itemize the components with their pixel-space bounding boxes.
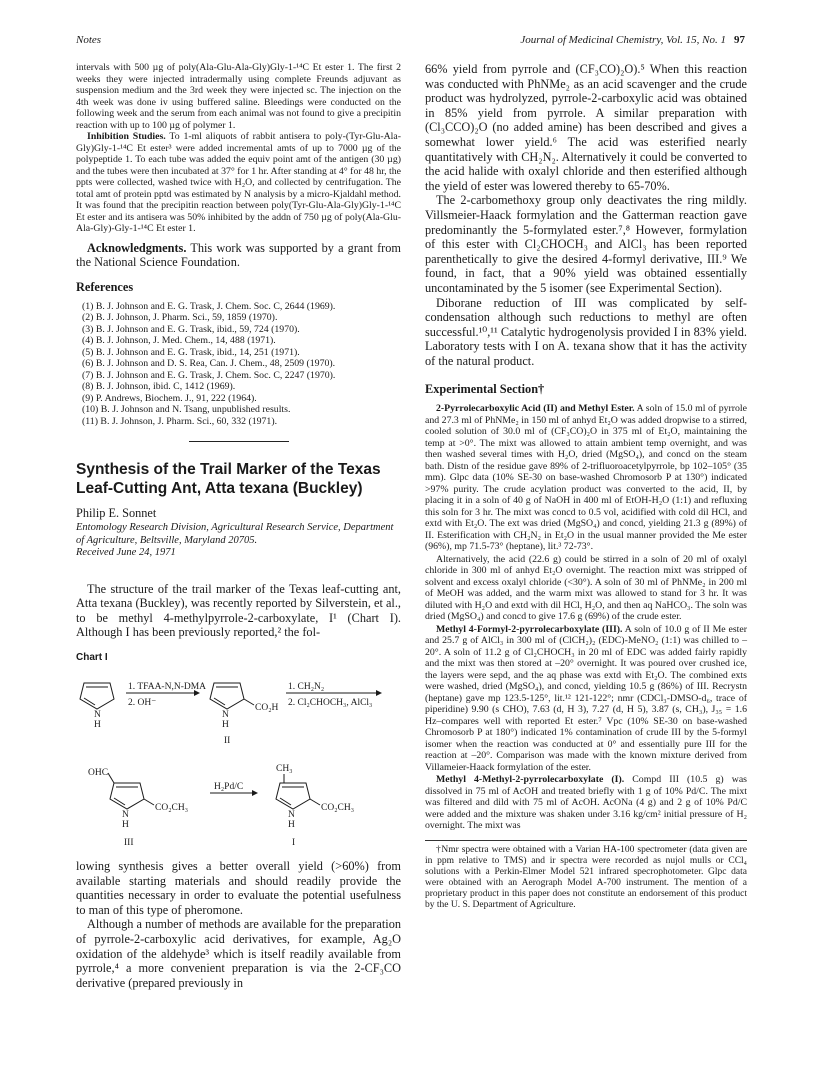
reference-item: (10) B. J. Johnson and N. Tsang, unpublished results. (82, 404, 291, 416)
procedure-paragraph (425, 403, 747, 553)
author-name: Philip E. Sonnet (76, 506, 157, 521)
author-affiliation: Entomology Research Division, Agricultural Research Service, Department of Agriculture, Beltsville, Maryland 20705. (76, 522, 394, 546)
continuation-paragraph: 66% yield from pyrrole and (CF₃CO)₂O).⁵ When this reaction was conducted with PhNMe₂ as an acid scavenger and the crude product was hydrolyzed, pyrrole-2-carboxylic acid was obtained in 85% yield from pyrrole. A similar preparation with (Cl₃CCO)₂O (no added amine) has been described and gives a somewhat lower yield.⁶ The acid was esterified nearly quantitatively with CH₂N₂. Alternatively it could be converted to the acid halide with oxalyl chloride and then esterified although the yield of ester was lowered thereby to 65-70%. (425, 62, 747, 193)
pyrrole-structure (80, 683, 114, 709)
step1-reagent-top: 1. TFAA-N,N-DMA (128, 682, 207, 693)
procedure-text: A soln of 10.0 g of II Me ester and 25.7 g of AlCl₃ in 300 ml of (ClCH₂)₂ (EDC)-MeNO₂ (1:1) was chilled to –20°. A soln of 11.2 g of Cl₂CHOCH₃ in 20 ml of EDC was added fairly rapidly and the mixt was then stored at –20° overnight. It was poured over crushed ice, the layers were sepd, and the aq phase was extd with Et₂O. The combined exts were washed, dried (MgSO₄), and concd, yielding 10.5 g (86%) of III. Recrystn (heptane) gave mp 123.5-125°, lit.¹² 121-122°; nmr (CDCl₃-DMSO-d₆, trace of piperidine) 9.90 (s CHO), 7.63 (d, H 3), 7.27 (d, H 5), 3.87 (s, CH₃), J₃₅ = 1.6 Hz–compares well with reported Et ester.⁷ Vpc (10% SE-30 on base-washed Chromosorb P at 180°) indicated 1% contamination of crude III by the 5-formyl isomer when the reaction was conducted at 0° and essentially pure III for the reaction at –20°. Comparison was made with the known mixture derived from Villameier-Haack formylation of the ester. (425, 623, 747, 773)
references-heading: References (76, 279, 134, 294)
step2-reagent-bottom: 2. Cl₂CHOCH₃, AlCl₃ (288, 698, 373, 709)
references-list (76, 301, 401, 428)
procedure-paragraph (425, 774, 747, 832)
reduction-paragraph: Diborane reduction of III was complicated by self-condensation although such reductions to methyl are often successful.¹⁰,¹¹ Catalytic hydrogenolysis provided I in 83% yield. Laboratory tests with I on A. texana show that it has the activity of the natural product. (425, 295, 747, 368)
acknowledgments-paragraph (76, 241, 401, 270)
procedure-paragraph (425, 624, 747, 774)
section-label: Notes (76, 34, 102, 46)
nh-label: N (222, 710, 229, 721)
compound-label-ii: II (224, 736, 231, 747)
intro-paragraph: The structure of the trail marker of the Texas leaf-cutting ant, Atta texana (Buckley), was recently reported by Silverstein, et al., to be methyl 4-methylpyrrole-2-carboxylate, I¹ (Chart I). Although I has been previously reported,² the fol- (76, 581, 401, 640)
nh-label: N (122, 810, 129, 821)
procedure-text: Compd III (10.5 g) was dissolved in 75 ml of AcOH and treated briefly with 1 g of 10% Pd/C. The mixt was filtered and dild with 75 ml of AcOH. AcONa (4 g) and 2 g of 10% Pd/C were added and the mixture was shaken under 3.16 kg/cm² initial pressure of H₂ overnight. The mixt was (425, 774, 747, 832)
procedure-paragraph: Alternatively, the acid (22.6 g) could be stirred in a soln of 20 ml of oxalyl chloride in 300 ml of anhyd Et₂O overnight. The reaction mixt was stripped of solvent and excess oxalyl chloride (<30°). A soln of 30 ml of PhNMe₂ in 200 ml of MeOH was added, and the warm mixt was allowed to stand for 3 hr. It was diluted with H₂O and extd with dil HCl, H₂O, and then aq NaHCO₃. The soln was dried (MgSO₄) and concd to give 17.6 g (69%) of the crude ester. (425, 553, 747, 623)
h-label: H (288, 820, 295, 831)
experimental-heading: Experimental Section† (425, 382, 545, 397)
h-label: H (122, 820, 129, 831)
reference-item: (4) B. J. Johnson, J. Med. Chem., 14, 488 (1971). (82, 335, 276, 347)
section-divider (189, 441, 289, 442)
formylation-paragraph: The 2-carbomethoxy group only deactivates the ring mildly. Villsmeier-Haack formylation and the Gatterman reaction gave predominantly the 5-formylated ester.⁷,⁸ However, formylation of this ester with Cl₂CHOCH₃ and AlCl₃ has been reported parenthetically to give the desired 4-formyl derivative, III.⁹ We found, in fact, that a 90% yield was obtained essentially uncontaminated by the 5 isomer (see Experimental Section). (425, 193, 747, 295)
step1-reagent-bottom: 2. OH⁻ (128, 698, 157, 709)
compound-label-iii: III (124, 838, 134, 849)
methods-paragraph: Although a number of methods are available for the preparation of pyrrole-2-carboxylic acid derivatives, for example, Ag₂O oxidation of the aldehyde³ which is itself readily available from pyrrole,⁴ a more convenient preparation is via the 2-CF₃CO derivative (prepared previously in (76, 917, 401, 990)
reference-item: (9) P. Andrews, Biochem. J., 91, 222 (1964). (82, 392, 257, 404)
journal-citation (520, 34, 745, 46)
procedure-text: A soln of 15.0 ml of pyrrole and 27.3 ml of PhNMe₂ in 150 ml of anhyd Et₂O was added dropwise to a stirred, cooled solution of 30.0 ml of (CF₃CO)₂O in 375 ml of Et₂O, maintaining the temp at >0°. The mixt was allowed to attain ambient temp overnight, and was then washed several times with H₂O, dried (MgSO₄), and concd on the steam bath. Distn of the residue gave 89% of 2-trifluoroacetylpyrrole, bp 102–105° (35 mm). Glpc data (10% SE-30 on base-washed Chromosorb P at 130°) indicated >97% purity. The crude acylation product was converted to the acid, II, by placing it in a soln of 40 g of NaOH in 400 ml of EtOH-H₂O (1:1) and refluxing this soln for 3 hr. The mixt was concd to 0.5 vol, acidified with cold dil HCl, and extd with Et₂O. The ext was dried (MgSO₄) and concd, yielding 21.3 g (89%) of II. Esterification with CH₂N₂ in Et₂O in the usual manner provided the Me ester (96%), mp 71.5-73° (heptane), lit.³ 72-73°. (425, 403, 747, 553)
acknowledgments-text: This work was supported by a grant from the National Science Foundation. (76, 240, 401, 270)
procedure-heading: 2-Pyrrolecarboxylic Acid (II) and Methyl Ester. (436, 403, 635, 415)
nh-label: N (94, 710, 101, 721)
nh-label: N (288, 810, 295, 821)
reference-item: (8) B. J. Johnson, ibid. C, 1412 (1969). (82, 381, 236, 393)
running-header (76, 34, 745, 50)
reference-item: (2) B. J. Johnson, J. Pharm. Sci., 59, 1859 (1970). (82, 312, 278, 324)
received-date: Received June 24, 1971 (76, 547, 176, 559)
reference-item: (3) B. J. Johnson and E. G. Trask, ibid., 59, 724 (1970). (82, 323, 300, 335)
procedure-heading: Methyl 4-Formyl-2-pyrrolecarboxylate (III). (436, 623, 623, 635)
inhibition-heading: Inhibition Studies. (87, 131, 166, 142)
synthesis-paragraph: lowing synthesis gives a better overall yield (>60%) from available starting materials and should readily provide the quantities necessary in order to evaluate the potential usefulness to man of this type of pheromone. (76, 859, 401, 917)
reference-item: (11) B. J. Johnson, J. Pharm. Sci., 60, 332 (1971). (82, 415, 278, 427)
methyl-ester-structure (276, 774, 320, 809)
formyl-ester-structure (108, 773, 154, 809)
ester-label: CO₂CH₃ (155, 803, 189, 814)
reference-item: (1) B. J. Johnson and E. G. Trask, J. Chem. Soc. C, 2644 (1969). (82, 300, 336, 312)
reference-item: (6) B. J. Johnson and D. S. Rea, Can. J. Chem., 48, 2509 (1970). (82, 358, 336, 370)
pyrrole-acid-structure (210, 683, 254, 709)
inhibition-text: To 1-ml aliquots of rabbit antisera to poly-(Tyr-Glu-Ala-Gly)Gly-1-¹⁴C Et ester³ were added incremental amts of up to 7000 µg of the polypeptide 1. To each tube was added the equiv point amt of the antigen (30 µg) and the tubes were then incubated at 37° for 1 hr. After standing at 4° for 48 hr, the ppts were collected, washed twice with H₂O, and collected by centrifugation. The total amt of protein pptd was estimated by N analysis by a micro-Kjaldahl method. It was found that the precipitin reaction between poly(Tyr-Glu-Ala-Gly)Gly-1-¹⁴C Et ester and its antisera was 50% inhibited by the addn of 750 µg of poly(Ala-Glu-Ala-Gly)-Gly-1-¹⁴C Et ester 1. (76, 131, 401, 234)
aldehyde-label: OHC (88, 768, 109, 779)
footnote-divider (425, 840, 747, 841)
page-number: 97 (734, 34, 745, 46)
reference-item: (7) B. J. Johnson and E. G. Trask, J. Chem. Soc. C, 2247 (1970). (82, 369, 336, 381)
left-column (76, 62, 401, 990)
footnote: †Nmr spectra were obtained with a Varian HA-100 spectrometer (data given are in ppm relative to TMS) and ir spectra were recorded as nujol mulls or CCl₄ solutions with a Perkin-Elmer Model 521 infrared specrophotometer. Glpc data were obtained with an Aerograph Model A-700 instrument. The mention of a proprietary product in this paper does not constitute an endorsement of this product by the U. S. Department of Agriculture. (425, 844, 747, 910)
h-label: H (222, 720, 229, 731)
ester-label: CO₂CH₃ (321, 803, 355, 814)
article-title: Synthesis of the Trail Marker of the Texas Leaf-Cutting Ant, Atta texana (Buckley) (76, 461, 381, 498)
immunization-paragraph: intervals with 500 µg of poly(Ala-Glu-Ala-Gly)Gly-1-¹⁴C Et ester 1. The first 2 weeks they were injected intradermally using complete Freunds adjuvant as suspension medium and the 3rd week they were injected sc. The injection on the 4th week was done iv using buffered saline. Bleedings were conducted on the following week and the serum from each animal was not found to give a precipitin reaction with up to 100 µg of polymer 1. (76, 62, 401, 131)
right-column (425, 62, 747, 911)
methyl-label: CH₃ (276, 764, 293, 775)
carboxyl-label: CO₂H (255, 703, 279, 714)
acknowledgments-heading: Acknowledgments. (87, 240, 187, 255)
chart-heading: Chart I (76, 652, 108, 664)
reaction-scheme (76, 665, 401, 855)
compound-label-i: I (292, 838, 296, 849)
reference-item: (5) B. J. Johnson and E. G. Trask, ibid., 14, 251 (1971). (82, 346, 300, 358)
inhibition-paragraph (76, 131, 401, 235)
h-label: H (94, 720, 101, 731)
step2-reagent-top: 1. CH₂N₂ (288, 682, 325, 693)
journal-name: Journal of Medicinal Chemistry, Vol. 15, No. 1 (520, 34, 726, 46)
step3-reagent: H₂Pd/C (214, 782, 244, 793)
experimental-section (425, 403, 747, 832)
procedure-heading: Methyl 4-Methyl-2-pyrrolecarboxylate (I). (436, 774, 625, 786)
